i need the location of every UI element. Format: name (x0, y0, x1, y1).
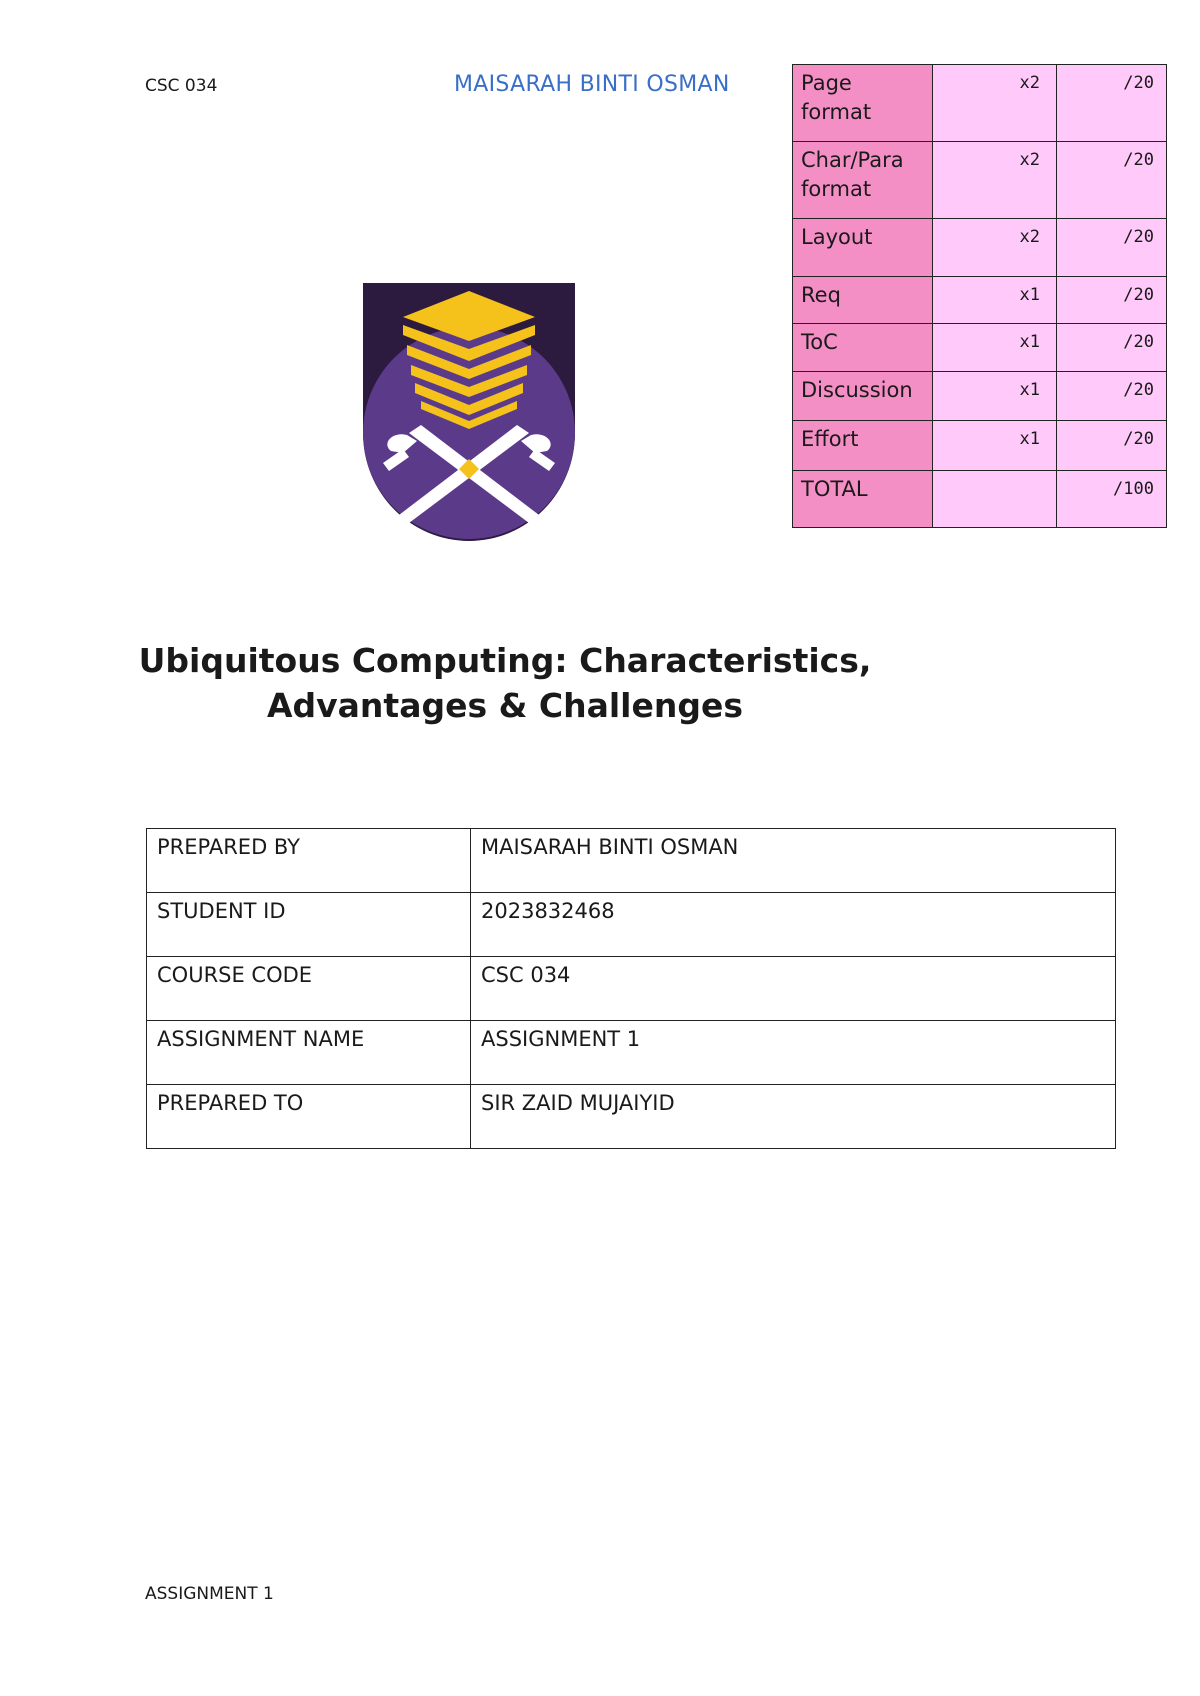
grading-weight: x2 (933, 65, 1057, 142)
grading-criterion: ToC (793, 324, 933, 372)
grading-score: /20 (1057, 372, 1167, 421)
grading-row (793, 142, 1167, 219)
header-course-code: CSC 034 (145, 76, 218, 96)
grading-criterion: Req (793, 277, 933, 324)
grading-weight: x2 (933, 219, 1057, 277)
info-label: COURSE CODE (147, 957, 471, 1021)
info-row (147, 829, 1116, 893)
university-logo (363, 283, 575, 543)
grading-score: /20 (1057, 421, 1167, 471)
document-title (0, 638, 1010, 728)
grading-score: /100 (1057, 471, 1167, 528)
grading-table (792, 64, 1167, 528)
info-value: 2023832468 (471, 893, 1116, 957)
title-line-1: Ubiquitous Computing: Characteristics, (138, 641, 872, 680)
info-label: PREPARED BY (147, 829, 471, 893)
grading-row (793, 421, 1167, 471)
info-label: ASSIGNMENT NAME (147, 1021, 471, 1085)
grading-row-total (793, 471, 1167, 528)
grading-weight: x1 (933, 421, 1057, 471)
grading-weight: x2 (933, 142, 1057, 219)
grading-score: /20 (1057, 277, 1167, 324)
info-row (147, 957, 1116, 1021)
grading-weight: x1 (933, 277, 1057, 324)
grading-row (793, 65, 1167, 142)
info-value: MAISARAH BINTI OSMAN (471, 829, 1116, 893)
grading-criterion: Effort (793, 421, 933, 471)
info-label: PREPARED TO (147, 1085, 471, 1149)
grading-score: /20 (1057, 219, 1167, 277)
grading-criterion: Layout (793, 219, 933, 277)
grading-row (793, 372, 1167, 421)
title-line-2: Advantages & Challenges (266, 686, 743, 725)
grading-row (793, 219, 1167, 277)
grading-weight (933, 471, 1057, 528)
grading-row (793, 324, 1167, 372)
grading-row (793, 277, 1167, 324)
submission-info-table (146, 828, 1116, 1149)
info-value: SIR ZAID MUJAIYID (471, 1085, 1116, 1149)
info-row (147, 893, 1116, 957)
footer-text: ASSIGNMENT 1 (145, 1584, 274, 1604)
grading-criterion: Char/Para format (793, 142, 933, 219)
info-row (147, 1021, 1116, 1085)
header-student-name: MAISARAH BINTI OSMAN (454, 72, 730, 97)
info-value: CSC 034 (471, 957, 1116, 1021)
grading-criterion: Page format (793, 65, 933, 142)
grading-criterion: Discussion (793, 372, 933, 421)
info-row (147, 1085, 1116, 1149)
info-label: STUDENT ID (147, 893, 471, 957)
grading-weight: x1 (933, 324, 1057, 372)
grading-weight: x1 (933, 372, 1057, 421)
info-value: ASSIGNMENT 1 (471, 1021, 1116, 1085)
grading-score: /20 (1057, 65, 1167, 142)
grading-score: /20 (1057, 324, 1167, 372)
grading-criterion: TOTAL (793, 471, 933, 528)
grading-score: /20 (1057, 142, 1167, 219)
